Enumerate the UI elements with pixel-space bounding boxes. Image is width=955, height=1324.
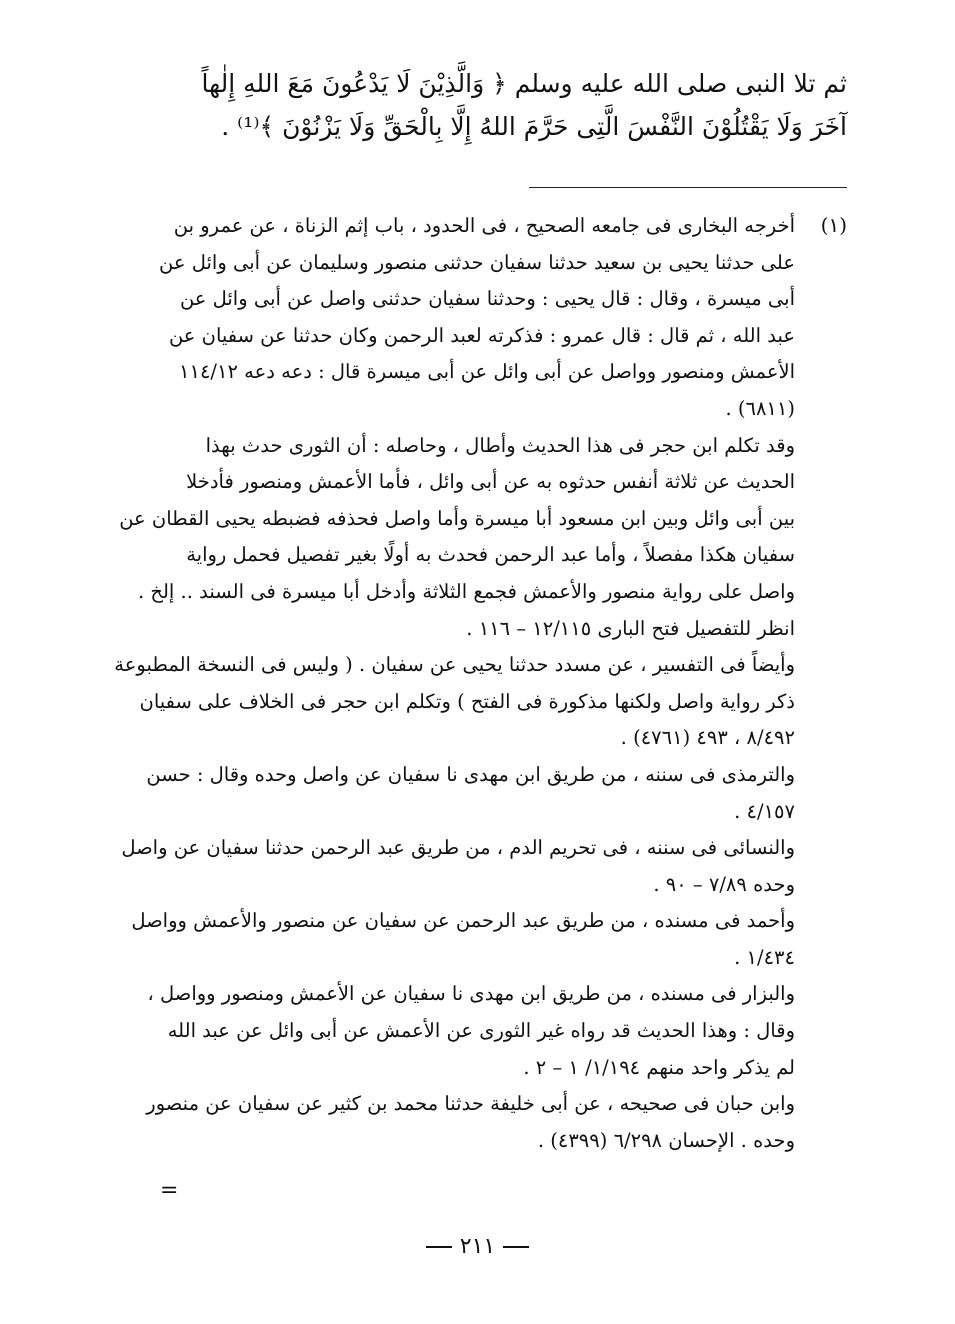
continuation-mark: = (160, 1178, 179, 1203)
footnote-divider (529, 187, 847, 188)
main-text-line: ثم تلا النبى صلى الله عليه وسلم ﴿ وَالَّذِيْنَ لَا يَدْعُونَ مَعَ اللهِ إِلٰهاً (201, 69, 847, 98)
page-number-dash (426, 1246, 452, 1248)
footnote-line: على حدثنا يحيى بن سعيد حدثنا سفيان حدثنى منصور وسليمان عن أبى وائل عن (159, 250, 795, 274)
page-number (0, 1234, 955, 1259)
footnote-line: بين أبى وائل وبين ابن مسعود أبا ميسرة وأما واصل فحذفه فضبطه يحيى القطان عن (119, 506, 795, 530)
footnote-line: انظر للتفصيل فتح البارى ١٢/١١٥ – ١١٦ . (466, 616, 795, 640)
footnote-line: وحده ٧/٨٩ – ٩٠ . (653, 872, 795, 896)
footnote-line: الأعمش ومنصور وواصل عن أبى وائل عن أبى ميسرة قال : دعه دعه ١١٤/١٢ (179, 360, 795, 384)
footnote-line: الحديث عن ثلاثة أنفس حدثوه به عن أبى وائل ، فأما الأعمش ومنصور فأدخلا (186, 470, 795, 494)
footnote-marker: (١) (820, 213, 847, 237)
main-text (147, 62, 847, 148)
footnote-line: والبزار فى مسنده ، من طريق ابن مهدى نا سفيان عن الأعمش ومنصور وواصل ، (147, 982, 795, 1006)
footnote-line: ٨/٤٩٢ ، ٤٩٣ (٤٧٦١) . (620, 726, 795, 750)
footnote-line: وقد تكلم ابن حجر فى هذا الحديث وأطال ، وحاصله : أن الثورى حدث بهذا (205, 433, 795, 457)
footnote-line: ذكر رواية واصل ولكنها مذكورة فى الفتح ) وتكلم ابن حجر فى الخلاف على سفيان (139, 689, 795, 713)
page-number-value: ٢١١ (459, 1234, 496, 1259)
footnote-line: أبى ميسرة ، وقال : قال يحيى : وحدثنا سفيان حدثنى واصل عن أبى وائل عن (179, 287, 795, 311)
footnote-line: ٤/١٥٧ . (734, 799, 795, 823)
footnote-line: وحده . الإحسان ٦/٢٩٨ (٤٣٩٩) . (537, 1128, 795, 1152)
footnote-line: والترمذى فى سننه ، من طريق ابن مهدى نا سفيان عن واصل وحده وقال : حسن (146, 762, 795, 786)
footnote-line: والنسائى فى سننه ، فى تحريم الدم ، من طريق عبد الرحمن حدثنا سفيان عن واصل (121, 836, 795, 860)
footnote-line: واصل على رواية منصور والأعمش فجمع الثلاثة وأدخل أبا ميسرة فى السند .. إلخ . (137, 579, 795, 603)
footnote-line: وأيضاً فى التفسير ، عن مسدد حدثنا يحيى عن سفيان . ( وليس فى النسخة المطبوعة (114, 653, 795, 677)
footnote-line: ١/٤٣٤ . (734, 945, 795, 969)
page-number-dash (503, 1246, 529, 1248)
footnote-line: لم يذكر واحد منهم ١/١٩٤/ ١ – ٢ . (523, 1055, 795, 1079)
footnote-line: (٦٨١١) . (725, 396, 795, 420)
footnote-line: عبد الله ، ثم قال : قال عمرو : فذكرته لعبد الرحمن وكان حدثنا عن سفيان عن (168, 323, 795, 347)
footnote-line: أخرجه البخارى فى جامعه الصحيح ، فى الحدود ، باب إثم الزناة ، عن عمرو بن (173, 214, 795, 237)
footnote-text (115, 208, 795, 1159)
footnote-line: وابن حبان فى صحيحه ، عن أبى خليفة حدثنا محمد بن كثير عن سفيان عن منصور (146, 1092, 795, 1116)
footnote-line: سفيان هكذا مفصلاً ، وأما عبد الرحمن فحدث به أولًا بغير تفصيل فحمل رواية (186, 543, 795, 567)
footnote-line: وأحمد فى مسنده ، من طريق عبد الرحمن عن سفيان عن منصور والأعمش وواصل (131, 909, 795, 933)
footnote-line: وقال : وهذا الحديث قد رواه غير الثورى عن الأعمش عن أبى وائل عن عبد الله (167, 1019, 795, 1043)
main-text-line: آخَرَ وَلَا يَقْتُلُوْنَ النَّفْسَ الَّتِى حَرَّمَ اللهُ إِلَّا بِالْحَقِّ وَلَا يَزْنُوْنَ ﴾⁽¹⁾ . (221, 112, 847, 141)
